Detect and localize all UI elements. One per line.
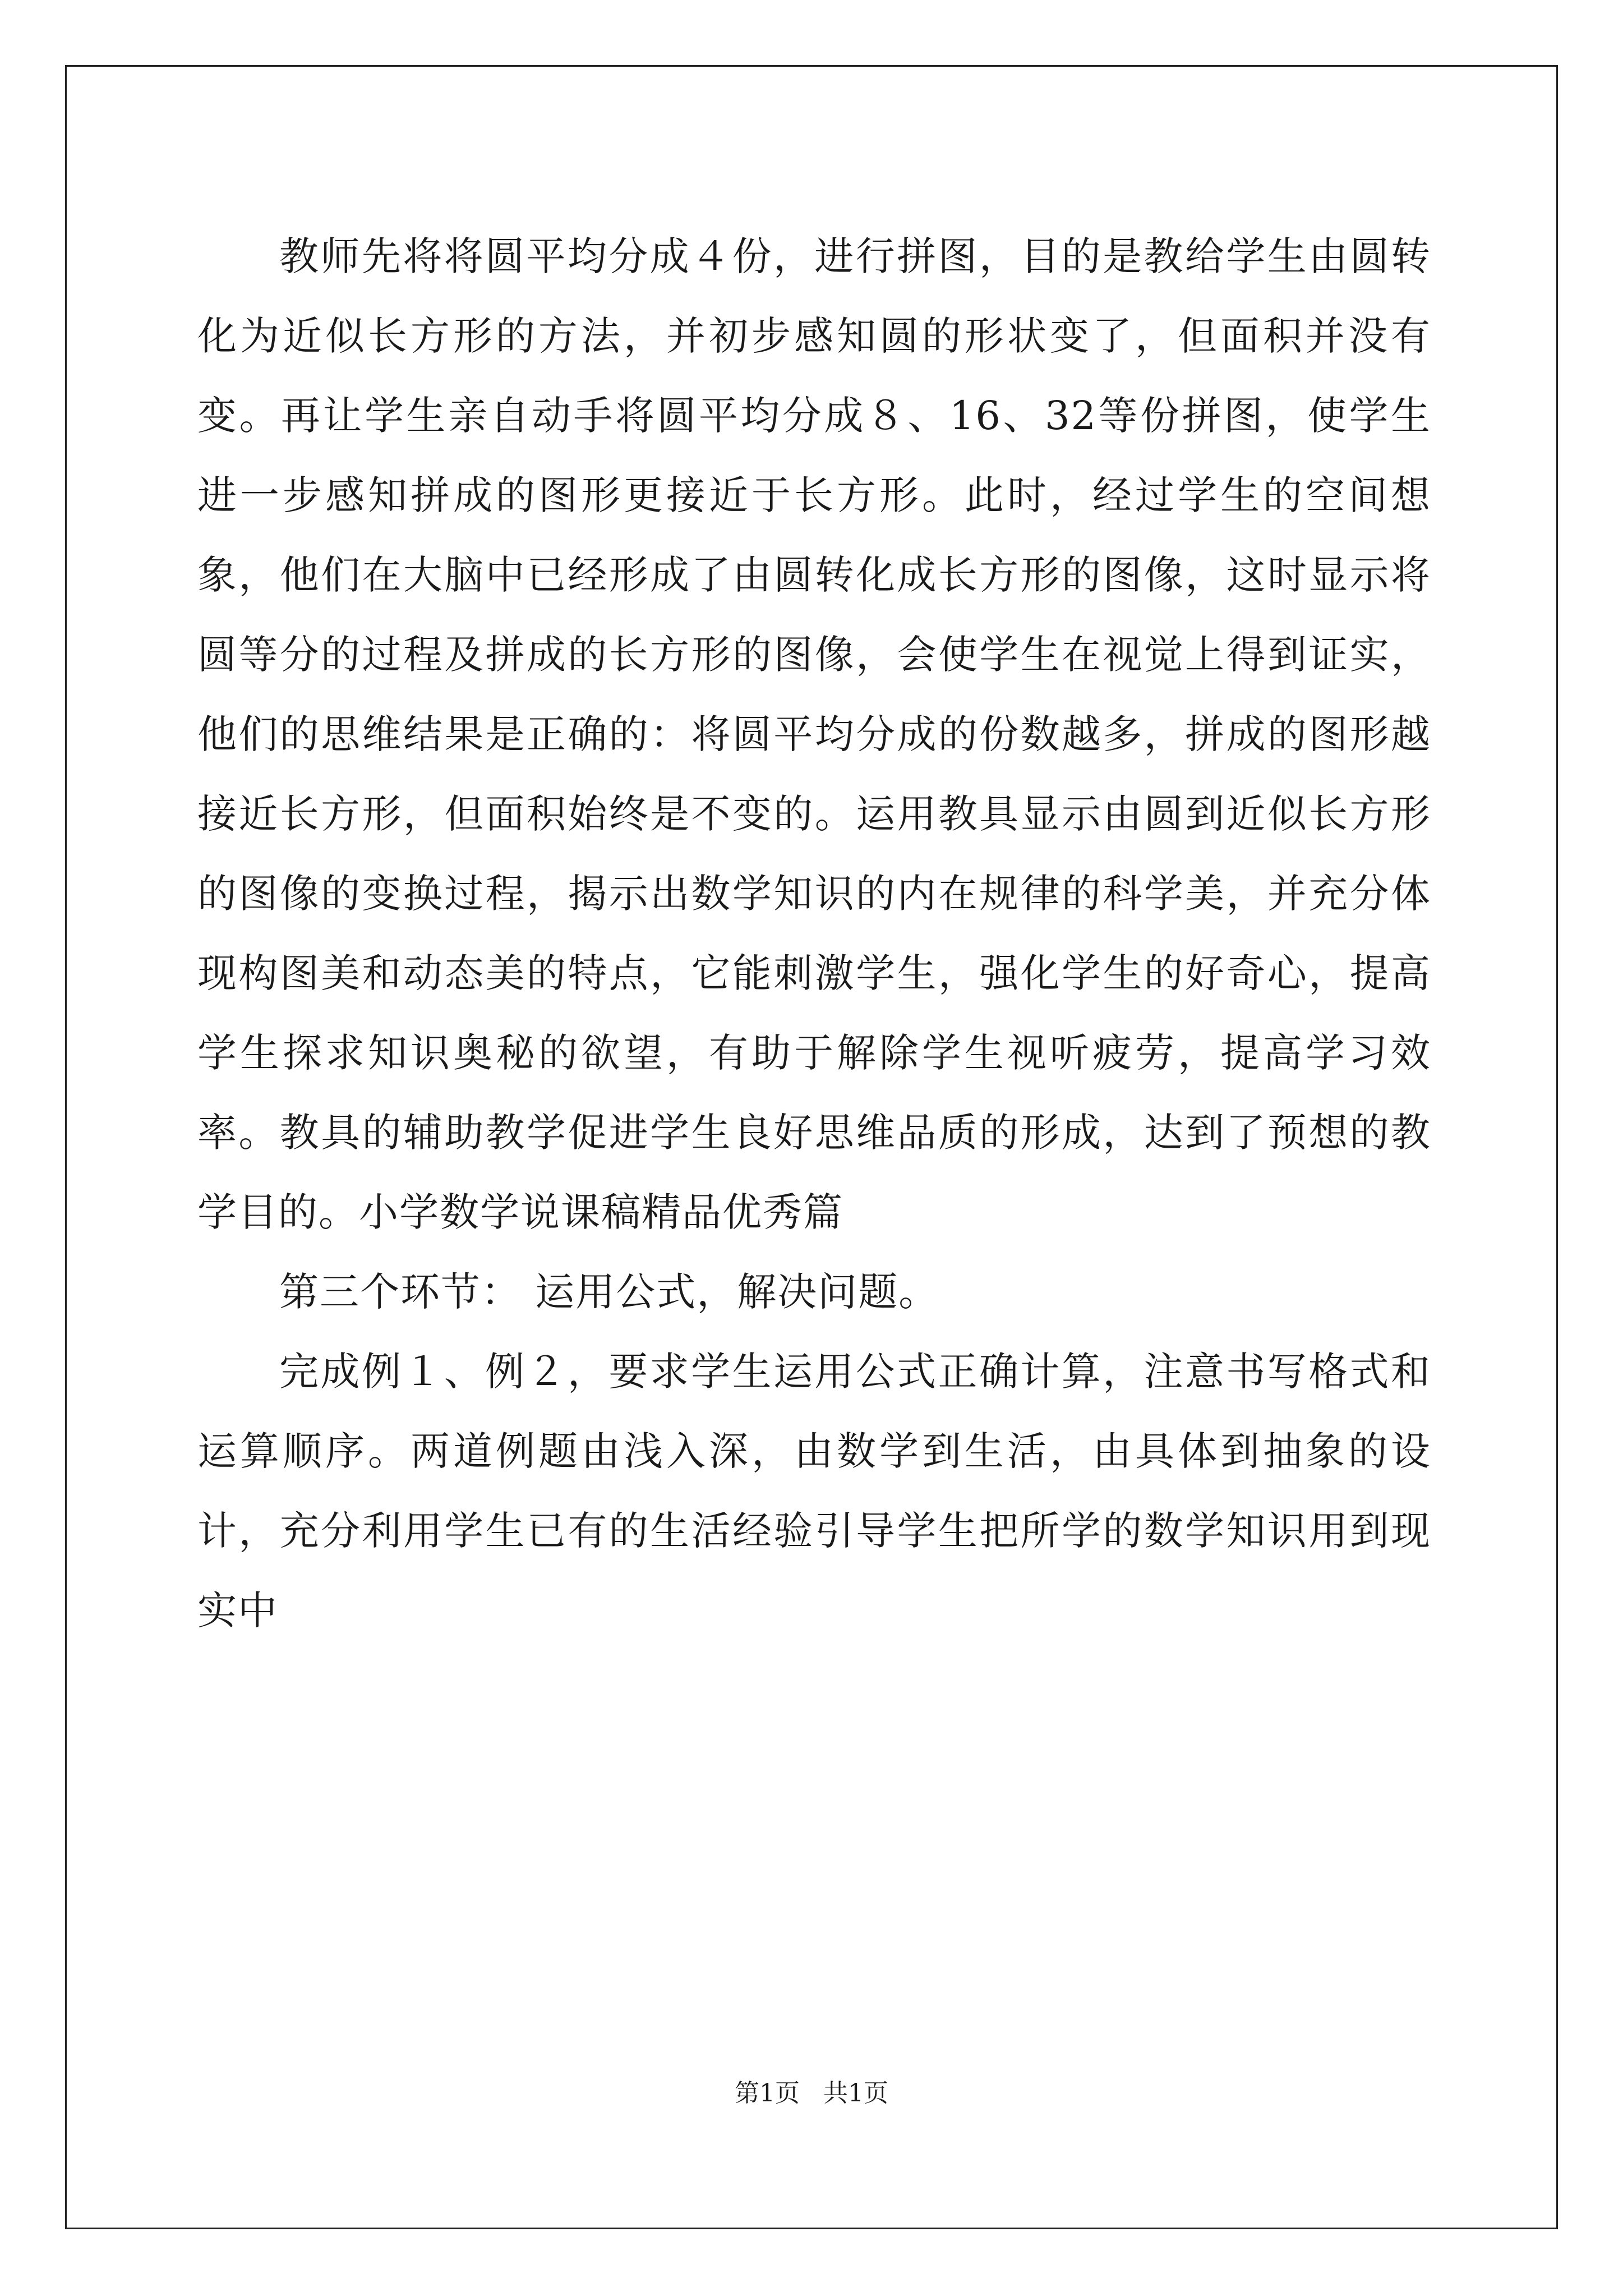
document-body [197,217,1431,1650]
paragraph-2: 第三个环节： 运用公式，解决问题。 [279,1269,939,1315]
page-number: 第1页 [735,2079,800,2108]
paragraph-3: 完成例１、例２，要求学生运用公式正确计算，注意书写格式和运算顺序。两道例题由浅入深，由数学到生活，由具体到抽象的设计，充分利用学生已有的生活经验引导学生把所学的数学知识用到现实中 [197,1349,1431,1634]
page-footer [0,2077,1623,2110]
page-total: 共1页 [823,2079,888,2108]
paragraph-1: 教师先将将圆平均分成４份，进行拼图，目的是教给学生由圆转化为近似长方形的方法，并初步感知圆的形状变了，但面积并没有变。再让学生亲自动手将圆平均分成８、16、32等份拼图，使学生进一步感知拼成的图形更接近于长方形。此时，经过学生的空间想象，他们在大脑中已经形成了由圆转化成长方形的图像，这时显示将圆等分的过程及拼成的长方形的图像，会使学生在视觉上得到证实，他们的思维结果是正确的：将圆平均分成的份数越多，拼成的图形越接近长方形，但面积始终是不变的。运用教具显示由圆到近似长方形的图像的变换过程，揭示出数学知识的内在规律的科学美，并充分体现构图美和动态美的特点，它能刺激学生，强化学生的好奇心，提高学生探求知识奥秘的欲望，有助于解除学生视听疲劳，提高学习效率。教具的辅助教学促进学生良好思维品质的形成，达到了预想的教学目的。小学数学说课稿精品优秀篇 [197,233,1431,1235]
